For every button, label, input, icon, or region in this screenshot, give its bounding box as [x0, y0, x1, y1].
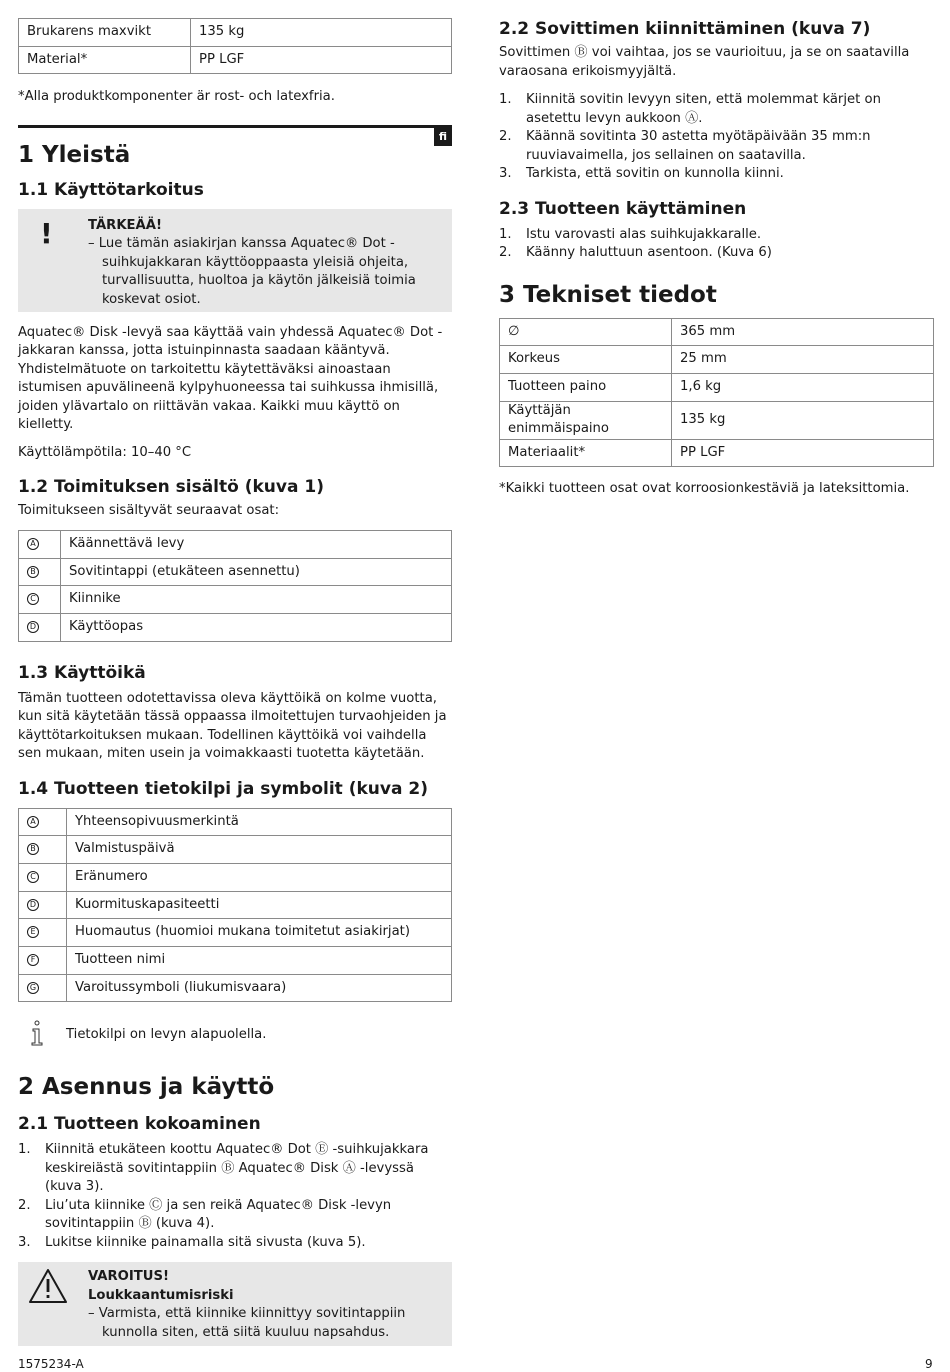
section-2-2-title: 2.2 Sovittimen kiinnittäminen (kuva 7) [499, 19, 871, 39]
table-row [19, 46, 452, 74]
language-badge: fi [434, 128, 452, 146]
spec-key: Tuotteen paino [500, 373, 672, 401]
list-item: 1. Kiinnitä etukäteen koottu Aquatec® Dot Ⓔ -suihkujakkara keskireiästä sovitintappiin Ⓑ Aquatec® Disk Ⓐ -levyssä (kuva 3). [18, 1142, 429, 1195]
list-item: 1. Istu varovasti alas suihkujakkaralle. [499, 226, 762, 242]
table-row [19, 836, 452, 864]
label-letter: G [27, 982, 39, 994]
contents-table [18, 530, 452, 642]
table-row [19, 864, 452, 892]
list-item: 2. Käänny haluttuun asentoon. (Kuva 6) [499, 245, 772, 260]
spec-key: Materiaalit* [500, 439, 672, 467]
table-row [500, 318, 934, 346]
info-text: Tietokilpi on levyn alapuolella. [66, 1027, 267, 1043]
list-item: 2. Käännä sovitinta 30 astetta myötäpäivään 35 mm:n ruuviavaimella, jos sellainen on saatavilla. [499, 129, 871, 163]
table-cell: Käännettävä levy [61, 530, 452, 558]
section-3-title: 3 Tekniset tiedot [499, 281, 717, 308]
spec-key: ∅ [500, 318, 672, 346]
table-row [19, 891, 452, 919]
spec-key: Korkeus [500, 346, 672, 374]
table-cell: Varoitussymboli (liukumisvaara) [67, 974, 452, 1002]
spec-value: PP LGF [191, 46, 452, 74]
section-1-1-title: 1.1 Käyttötarkoitus [18, 179, 204, 200]
spec-value: PP LGF [672, 439, 934, 467]
symbols-table [18, 808, 452, 1003]
page-number: 9 [925, 1357, 933, 1371]
table-cell: Kiinnike [61, 586, 452, 614]
table-row [19, 558, 452, 586]
label-letter: C [27, 871, 39, 883]
contents-intro: Toimitukseen sisältyvät seuraavat osat: [18, 503, 280, 519]
spec-value: 25 mm [672, 346, 934, 374]
table-row [19, 530, 452, 558]
label-letter: F [27, 954, 39, 966]
table-cell: Yhteensopivuusmerkintä [67, 808, 452, 836]
label-letter: B [27, 566, 39, 578]
top-note: *Alla produktkomponenter är rost- och latexfria. [18, 89, 335, 105]
table-row [500, 373, 934, 401]
spec-key: Brukarens maxvikt [19, 19, 191, 47]
exclamation-icon: ! [40, 216, 53, 250]
label-letter: C [27, 593, 39, 605]
notice-text: – Lue tämän asiakirjan kanssa Aquatec® Dot -suihkujakkaran käyttöoppaasta yleisiä ohjeita, turvallisuutta, huoltoa ja käytön jälkeisiä toimia koskevat osiot. [88, 236, 416, 307]
spec-key: Material* [19, 46, 191, 74]
temperature-paragraph: Käyttölämpötila: 10–40 °C [18, 444, 192, 460]
table-cell: Käyttöopas [61, 613, 452, 641]
table-row [500, 346, 934, 374]
section-2-1-title: 2.1 Tuotteen kokoaminen [18, 1114, 261, 1135]
important-notice [18, 209, 452, 312]
list-item: 1. Kiinnitä sovitin levyyn siten, että molemmat kärjet on asetettu levyn aukkoon Ⓐ. [499, 92, 881, 126]
spec-value: 135 kg [191, 19, 452, 47]
notice-title: TÄRKEÄÄ! [88, 217, 162, 233]
label-letter: A [27, 816, 39, 828]
spec-value: 1,6 kg [672, 373, 934, 401]
lifetime-paragraph: Tämän tuotteen odotettavissa oleva käyttöikä on kolme vuotta, kun sitä käytetään tässä oppaassa ilmoitettujen turvaohjeiden ja käyttötarkoituksen mukaan. Todellinen käyttöikä voi vaihdella sen mukaan, miten usein ja voimakkaasti tuotetta käytetään. [18, 690, 447, 762]
section-1-3-title: 1.3 Käyttöikä [18, 662, 146, 683]
warning-title: VAROITUS! [88, 1269, 170, 1285]
intended-use-paragraph: Aquatec® Disk -levyä saa käyttää vain yhdessä Aquatec® Dot -jakkaran kanssa, jotta istuinpinnasta saadaan kääntyvä. Yhdistelmätuote on tarkoitettu käytettäväksi ainoastaan istumisen apuvälineenä kylpyhuoneessa tai suihkussa ihmisillä, joiden ylävartalo on riittävän vakaa. Kaikki muu käyttö on kielletty. [18, 324, 443, 433]
table-cell: Tuotteen nimi [67, 947, 452, 975]
label-letter: B [27, 843, 39, 855]
label-letter: D [27, 621, 39, 633]
technical-note: *Kaikki tuotteen osat ovat korroosionkestäviä ja lateksittomia. [499, 481, 910, 497]
table-row [500, 401, 934, 439]
table-cell: Huomautus (huomioi mukana toimitetut asiakirjat) [67, 919, 452, 947]
spec-value: 365 mm [672, 318, 934, 346]
table-row [19, 613, 452, 641]
list-item: 3. Lukitse kiinnike painamalla sitä sivusta (kuva 5). [18, 1234, 366, 1250]
info-note [18, 1020, 452, 1050]
assembly-steps [18, 1141, 452, 1252]
document-number: 1575234-A [18, 1357, 84, 1371]
section-2-3-title: 2.3 Tuotteen käyttäminen [499, 198, 747, 219]
section-1-title: 1 Yleistä [18, 141, 131, 168]
spec-value: 135 kg [672, 401, 934, 439]
label-letter: D [27, 899, 39, 911]
spec-key: Käyttäjän enimmäispaino [500, 401, 672, 439]
adapter-intro: Sovittimen Ⓑ voi vaihtaa, jos se vaurioituu, ja se on saatavilla varaosana erikoismyyjältä. [499, 45, 910, 79]
warning-subtitle: Loukkaantumisriski [88, 1287, 234, 1303]
warning-text: – Varmista, että kiinnike kiinnittyy sovitintappiin kunnolla siten, että siitä kuuluu napsahdus. [88, 1306, 406, 1340]
usage-steps [499, 226, 934, 263]
table-row [19, 974, 452, 1002]
table-cell: Valmistuspäivä [67, 836, 452, 864]
warning-notice [18, 1262, 452, 1346]
table-row [500, 439, 934, 467]
top-spec-table [18, 18, 452, 74]
table-row [19, 947, 452, 975]
table-row [19, 586, 452, 614]
list-item: 3. Tarkista, että sovitin on kunnolla kiinni. [499, 166, 784, 181]
table-row [19, 919, 452, 947]
adapter-steps [499, 91, 934, 184]
label-letter: E [27, 926, 39, 938]
table-cell: Eränumero [67, 864, 452, 892]
table-row [19, 19, 452, 47]
left-column [18, 18, 452, 1346]
warning-triangle-icon [28, 1268, 68, 1304]
table-row [19, 808, 452, 836]
info-icon [30, 1020, 44, 1046]
section-2-title: 2 Asennus ja käyttö [18, 1074, 275, 1101]
section-1-2-title: 1.2 Toimituksen sisältö (kuva 1) [18, 477, 324, 498]
table-cell: Sovitintappi (etukäteen asennettu) [61, 558, 452, 586]
right-column [499, 18, 934, 499]
table-cell: Kuormituskapasiteetti [67, 891, 452, 919]
section-rule [18, 125, 452, 143]
label-letter: A [27, 538, 39, 550]
section-1-4-title: 1.4 Tuotteen tietokilpi ja symbolit (kuva 2) [18, 778, 428, 799]
technical-data-table [499, 318, 934, 468]
list-item: 2. Liu’uta kiinnike Ⓒ ja sen reikä Aquatec® Disk -levyn sovitintappiin Ⓑ (kuva 4). [18, 1197, 392, 1232]
